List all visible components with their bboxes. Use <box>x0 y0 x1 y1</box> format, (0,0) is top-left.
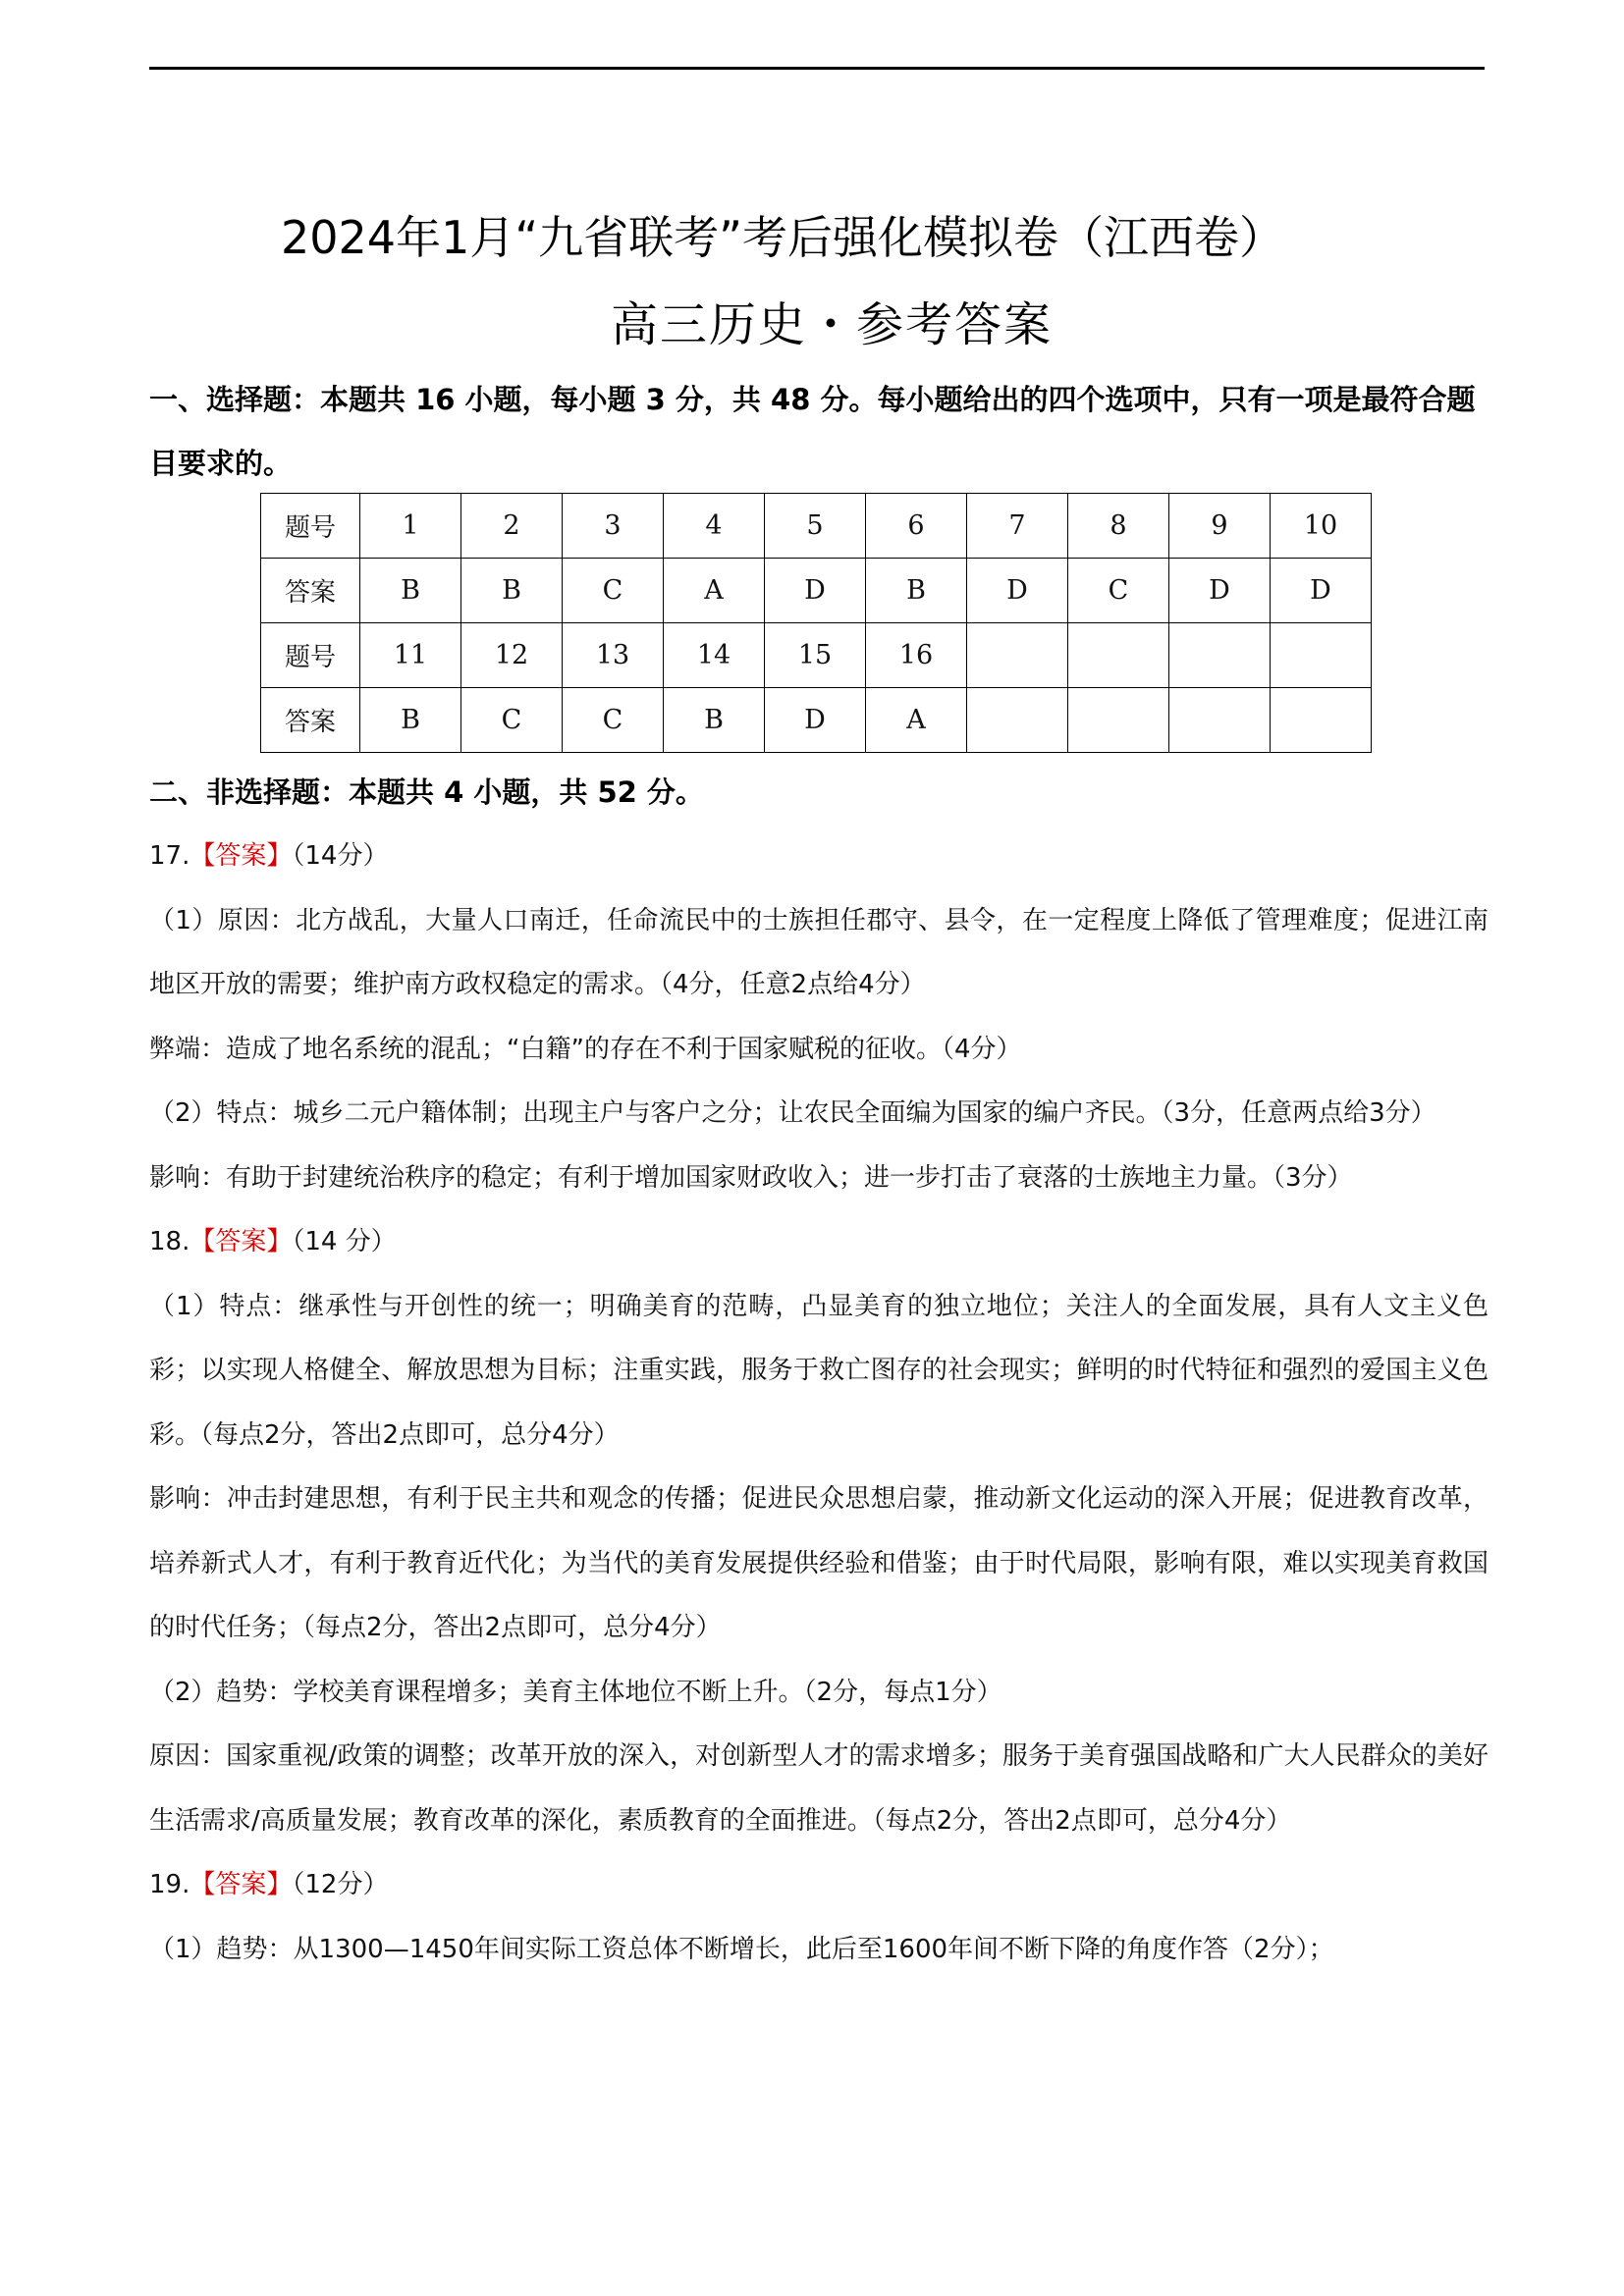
question-number-cell: 5 <box>765 494 866 559</box>
section-2-heading: 二、非选择题：本题共 4 小题，共 52 分。 <box>149 775 704 809</box>
answer-paragraph: 原因：国家重视/政策的调整；改革开放的深入，对创新型人才的需求增多；服务于美育强国战略和广大人民群众的美好生活需求/高质量发展；教育改革的深化，素质教育的全面推进。（每点2分，答出2点即可，总分4分） <box>149 1741 1489 1836</box>
answer-cell: C <box>563 688 664 753</box>
answer-cell: C <box>461 688 563 753</box>
question-number-row <box>261 623 1372 688</box>
question-number-row-label: 题号 <box>261 494 360 559</box>
answer-paragraph: （1）原因：北方战乱，大量人口南迁，任命流民中的士族担任郡守、县令，在一定程度上降低了管理难度；促进江南地区开放的需要；维护南方政权稳定的需求。（4分，任意2点给4分） <box>149 905 1489 999</box>
answer-paragraph: （2）趋势：学校美育课程增多；美育主体地位不断上升。（2分，每点1分） <box>149 1677 1002 1707</box>
question-number-cell: 7 <box>967 494 1068 559</box>
question-number-cell: 2 <box>461 494 563 559</box>
answer-paragraph: 影响：有助于封建统治秩序的稳定；有利于增加国家财政收入；进一步打击了衰落的士族地主力量。（3分） <box>149 1162 1353 1193</box>
question-header <box>149 1853 1489 1918</box>
answer-cell: B <box>360 559 461 623</box>
answer-cell: B <box>866 559 967 623</box>
question-number-cell: 8 <box>1068 494 1169 559</box>
answer-tag: 【答案】 <box>189 1870 293 1899</box>
question-number-cell: 1 <box>360 494 461 559</box>
answer-cell: A <box>664 559 765 623</box>
answer-cell: D <box>967 559 1068 623</box>
answer-cell <box>1068 688 1169 753</box>
answer-paragraph: 影响：冲击封建思想，有利于民主共和观念的传播；促进民众思想启蒙，推动新文化运动的深入开展；促进教育改革，培养新式人才，有利于教育近代化；为当代的美育发展提供经验和借鉴；由于时代局限，影响有限，难以实现美育救国的时代任务；（每点2分，答出2点即可，总分4分） <box>149 1484 1489 1642</box>
answer-paragraph: （1）趋势：从1300—1450年间实际工资总体不断增长，此后至1600年间不断下降的角度作答（2分）； <box>149 1934 1334 1964</box>
question-number-cell: 16 <box>866 623 967 688</box>
question-number-cell: 4 <box>664 494 765 559</box>
answer-paragraph: （2）特点：城乡二元户籍体制；出现主户与客户之分；让农民全面编为国家的编户齐民。（3分，任意两点给3分） <box>149 1098 1436 1128</box>
answer-tag: 【答案】 <box>189 1227 293 1256</box>
answer-key-table <box>260 493 1372 753</box>
question-number-cell <box>1271 623 1372 688</box>
question-number-cell: 14 <box>664 623 765 688</box>
question-answers <box>149 825 1489 1982</box>
answer-row-label: 答案 <box>261 688 360 753</box>
answer-row <box>261 559 1372 623</box>
answer-row <box>261 688 1372 753</box>
answer-cell: D <box>1169 559 1271 623</box>
section-1-heading: 一、选择题：本题共 16 小题，每小题 3 分，共 48 分。每小题给出的四个选项中，只有一项是最符合题目要求的。 <box>149 383 1476 480</box>
question-number-cell <box>1169 623 1271 688</box>
answer-cell <box>1169 688 1271 753</box>
answer-cell: A <box>866 688 967 753</box>
answer-cell: C <box>563 559 664 623</box>
question-points: （14 分） <box>292 1227 397 1256</box>
answer-cell: D <box>1271 559 1372 623</box>
answer-tag: 【答案】 <box>189 841 293 871</box>
answer-paragraph: （1）特点：继承性与开创性的统一；明确美育的范畴，凸显美育的独立地位；关注人的全面发展，具有人文主义色彩；以实现人格健全、解放思想为目标；注重实践，服务于救亡图存的社会现实；鲜明的时代特征和强烈的爱国主义色彩。（每点2分，答出2点即可，总分4分） <box>149 1291 1489 1450</box>
answer-cell: B <box>461 559 563 623</box>
answer-cell: B <box>360 688 461 753</box>
question-header <box>149 1210 1489 1275</box>
question-number-cell: 15 <box>765 623 866 688</box>
document-title: 2024年1月“九省联考”考后强化模拟卷（江西卷） <box>281 211 1284 264</box>
question-number: 17. <box>149 841 190 871</box>
question-number-cell <box>1068 623 1169 688</box>
question-number-row <box>261 494 1372 559</box>
question-number-cell: 9 <box>1169 494 1271 559</box>
question-number-cell: 11 <box>360 623 461 688</box>
answer-cell: C <box>1068 559 1169 623</box>
question-points: （12分） <box>292 1870 389 1899</box>
question-number-cell <box>967 623 1068 688</box>
question-points: （14分） <box>292 841 389 871</box>
question-header <box>149 825 1489 889</box>
answer-cell: D <box>765 688 866 753</box>
document-subtitle: 高三历史・参考答案 <box>610 297 1053 352</box>
question-number: 19. <box>149 1870 190 1899</box>
answer-cell <box>1271 688 1372 753</box>
question-number-row-label: 题号 <box>261 623 360 688</box>
question-number-cell: 3 <box>563 494 664 559</box>
answer-cell: B <box>664 688 765 753</box>
question-number-cell: 6 <box>866 494 967 559</box>
answer-cell: D <box>765 559 866 623</box>
answer-row-label: 答案 <box>261 559 360 623</box>
question-number-cell: 12 <box>461 623 563 688</box>
question-number-cell: 10 <box>1271 494 1372 559</box>
question-number: 18. <box>149 1227 190 1256</box>
question-number-cell: 13 <box>563 623 664 688</box>
answer-cell <box>967 688 1068 753</box>
header-rule <box>149 67 1485 70</box>
answer-paragraph: 弊端：造成了地名系统的混乱；“白籍”的存在不利于国家赋税的征收。（4分） <box>149 1034 1022 1064</box>
